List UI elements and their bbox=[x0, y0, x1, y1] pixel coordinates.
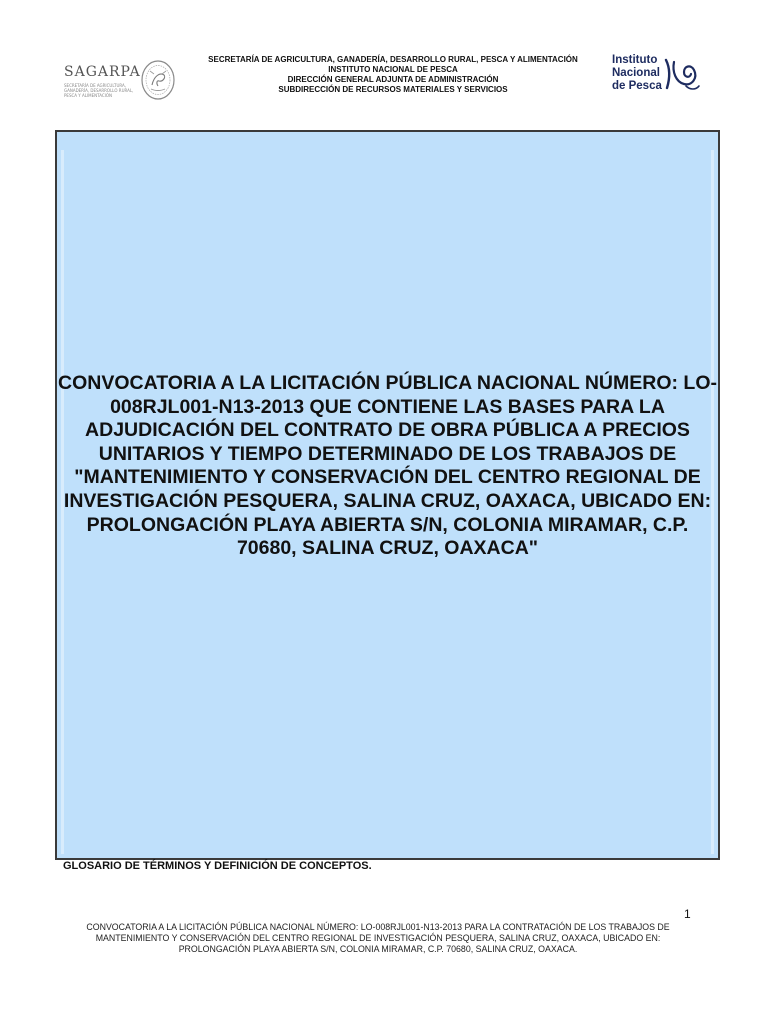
sagarpa-logo-name: SAGARPA bbox=[64, 64, 141, 80]
header-line-direccion: DIRECCIÓN GENERAL ADJUNTA DE ADMINISTRACIÓN bbox=[287, 75, 499, 84]
page-footer: CONVOCATORIA A LA LICITACIÓN PÚBLICA NACIONAL NÚMERO: LO-008RJL001-N13-2013 PARA LA CONTRATACIÓN DE LOS TRABAJOS DE MANTENIMIENTO Y CONSERVACIÓN DEL CENTRO REGIONAL DE INVESTIGACIÓN PESQUERA, SALINA CRUZ, OAXACA, UBICADO EN: PROLONGACIÓN PLAYA ABIERTA S/N, COLONIA MIRAMAR, C.P. 70680, SALINA CRUZ, OAXACA. bbox=[86, 922, 670, 954]
cover-title-box bbox=[55, 130, 720, 860]
page-header bbox=[0, 0, 770, 110]
sagarpa-logo-subtitle: SECRETARÍA DE AGRICULTURA, GANADERÍA, DESARROLLO RURAL, PESCA Y ALIMENTACIÓN bbox=[64, 83, 134, 98]
inp-logo-text bbox=[612, 54, 662, 93]
cover-title: CONVOCATORIA A LA LICITACIÓN PÚBLICA NACIONAL NÚMERO: LO-008RJL001-N13-2013 QUE CONTIENE LAS BASES PARA LA ADJUDICACIÓN DEL CONTRATO DE OBRA PÚBLICA A PRECIOS UNITARIOS Y TIEMPO DETERMINADO DE LOS TRABAJOS DE "MANTENIMIENTO Y CONSERVACIÓN DEL CENTRO REGIONAL DE INVESTIGACIÓN PESQUERA, SALINA CRUZ, OAXACA, UBICADO EN: PROLONGACIÓN PLAYA ABIERTA S/N, COLONIA MIRAMAR, C.P. 70680, SALINA CRUZ, OAXACA" bbox=[58, 372, 717, 560]
header-line-subdireccion: SUBDIRECCIÓN DE RECURSOS MATERIALES Y SERVICIOS bbox=[278, 85, 508, 94]
page-number: 1 bbox=[684, 907, 691, 921]
fish-hook-icon bbox=[662, 56, 702, 94]
header-line-instituto: INSTITUTO NACIONAL DE PESCA bbox=[328, 65, 458, 74]
section-heading-glosario: GLOSARIO DE TÉRMINOS Y DEFINICIÓN DE CONCEPTOS. bbox=[63, 860, 372, 872]
mexican-seal-icon bbox=[140, 58, 176, 102]
inp-logo-line1: Instituto bbox=[612, 54, 658, 66]
header-line-secretaria: SECRETARÍA DE AGRICULTURA, GANADERÍA, DESARROLLO RURAL, PESCA Y ALIMENTACIÓN bbox=[208, 55, 578, 64]
inp-logo-line2: Nacional bbox=[612, 67, 660, 79]
inp-logo-line3: de Pesca bbox=[612, 80, 662, 92]
header-institution-lines bbox=[180, 55, 606, 95]
inp-logo bbox=[612, 54, 712, 100]
sagarpa-logo bbox=[60, 58, 180, 108]
